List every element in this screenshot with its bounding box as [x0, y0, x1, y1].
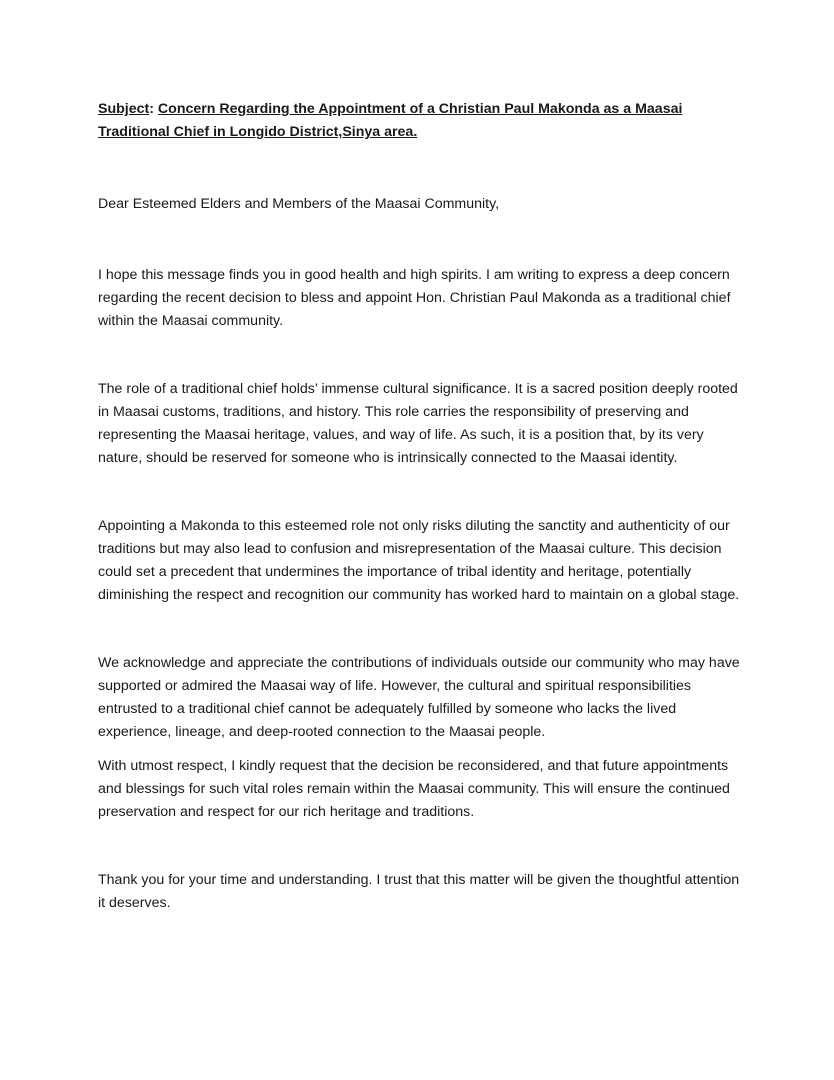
subject-label: Subject — [98, 101, 150, 117]
paragraph-risk: Appointing a Makonda to this esteemed role not only risks diluting the sanctity and authenticity of our traditions but may also lead to confusion and misrepresentation of the Maasai culture. This decision could set a precedent that undermines the importance of tribal identity and heritage, potentially diminishing the respect and recognition our community has worked hard to maintain on a global stage. — [98, 518, 740, 603]
greeting: Dear Esteemed Elders and Members of the Maasai Community, — [98, 196, 500, 212]
subject-separator: : — [149, 101, 158, 117]
paragraph-closing: Thank you for your time and understanding. I trust that this matter will be given the thoughtful attention it deserves. — [98, 872, 740, 911]
paragraph-opening: I hope this message finds you in good health and high spirits. I am writing to express a deep concern regarding the recent decision to bless and appoint Hon. Christian Paul Makonda as a traditional chief within the Maasai community. — [98, 267, 731, 329]
subject-line — [98, 98, 748, 144]
subject-title: Concern Regarding the Appointment of a Christian Paul Makonda as a Maasai Traditional Chief in Longido District,Sinya area. — [98, 101, 683, 140]
paragraph-acknowledgement: We acknowledge and appreciate the contributions of individuals outside our community who may have supported or admired the Maasai way of life. However, the cultural and spiritual responsibilities entrusted to a traditional chief cannot be adequately fulfilled by someone who lacks the lived experience, lineage, and deep-rooted connection to the Maasai people. — [98, 655, 740, 740]
letter-body — [98, 98, 748, 915]
paragraph-role: The role of a traditional chief holds’ immense cultural significance. It is a sacred position deeply rooted in Maasai customs, traditions, and history. This role carries the responsibility of preserving and representing the Maasai heritage, values, and way of life. As such, it is a position that, by its very nature, should be reserved for someone who is intrinsically connected to the Maasai identity. — [98, 381, 738, 466]
paragraph-request: With utmost respect, I kindly request that the decision be reconsidered, and that future appointments and blessings for such vital roles remain within the Maasai community. This will ensure the continued preservation and respect for our rich heritage and traditions. — [98, 758, 730, 820]
